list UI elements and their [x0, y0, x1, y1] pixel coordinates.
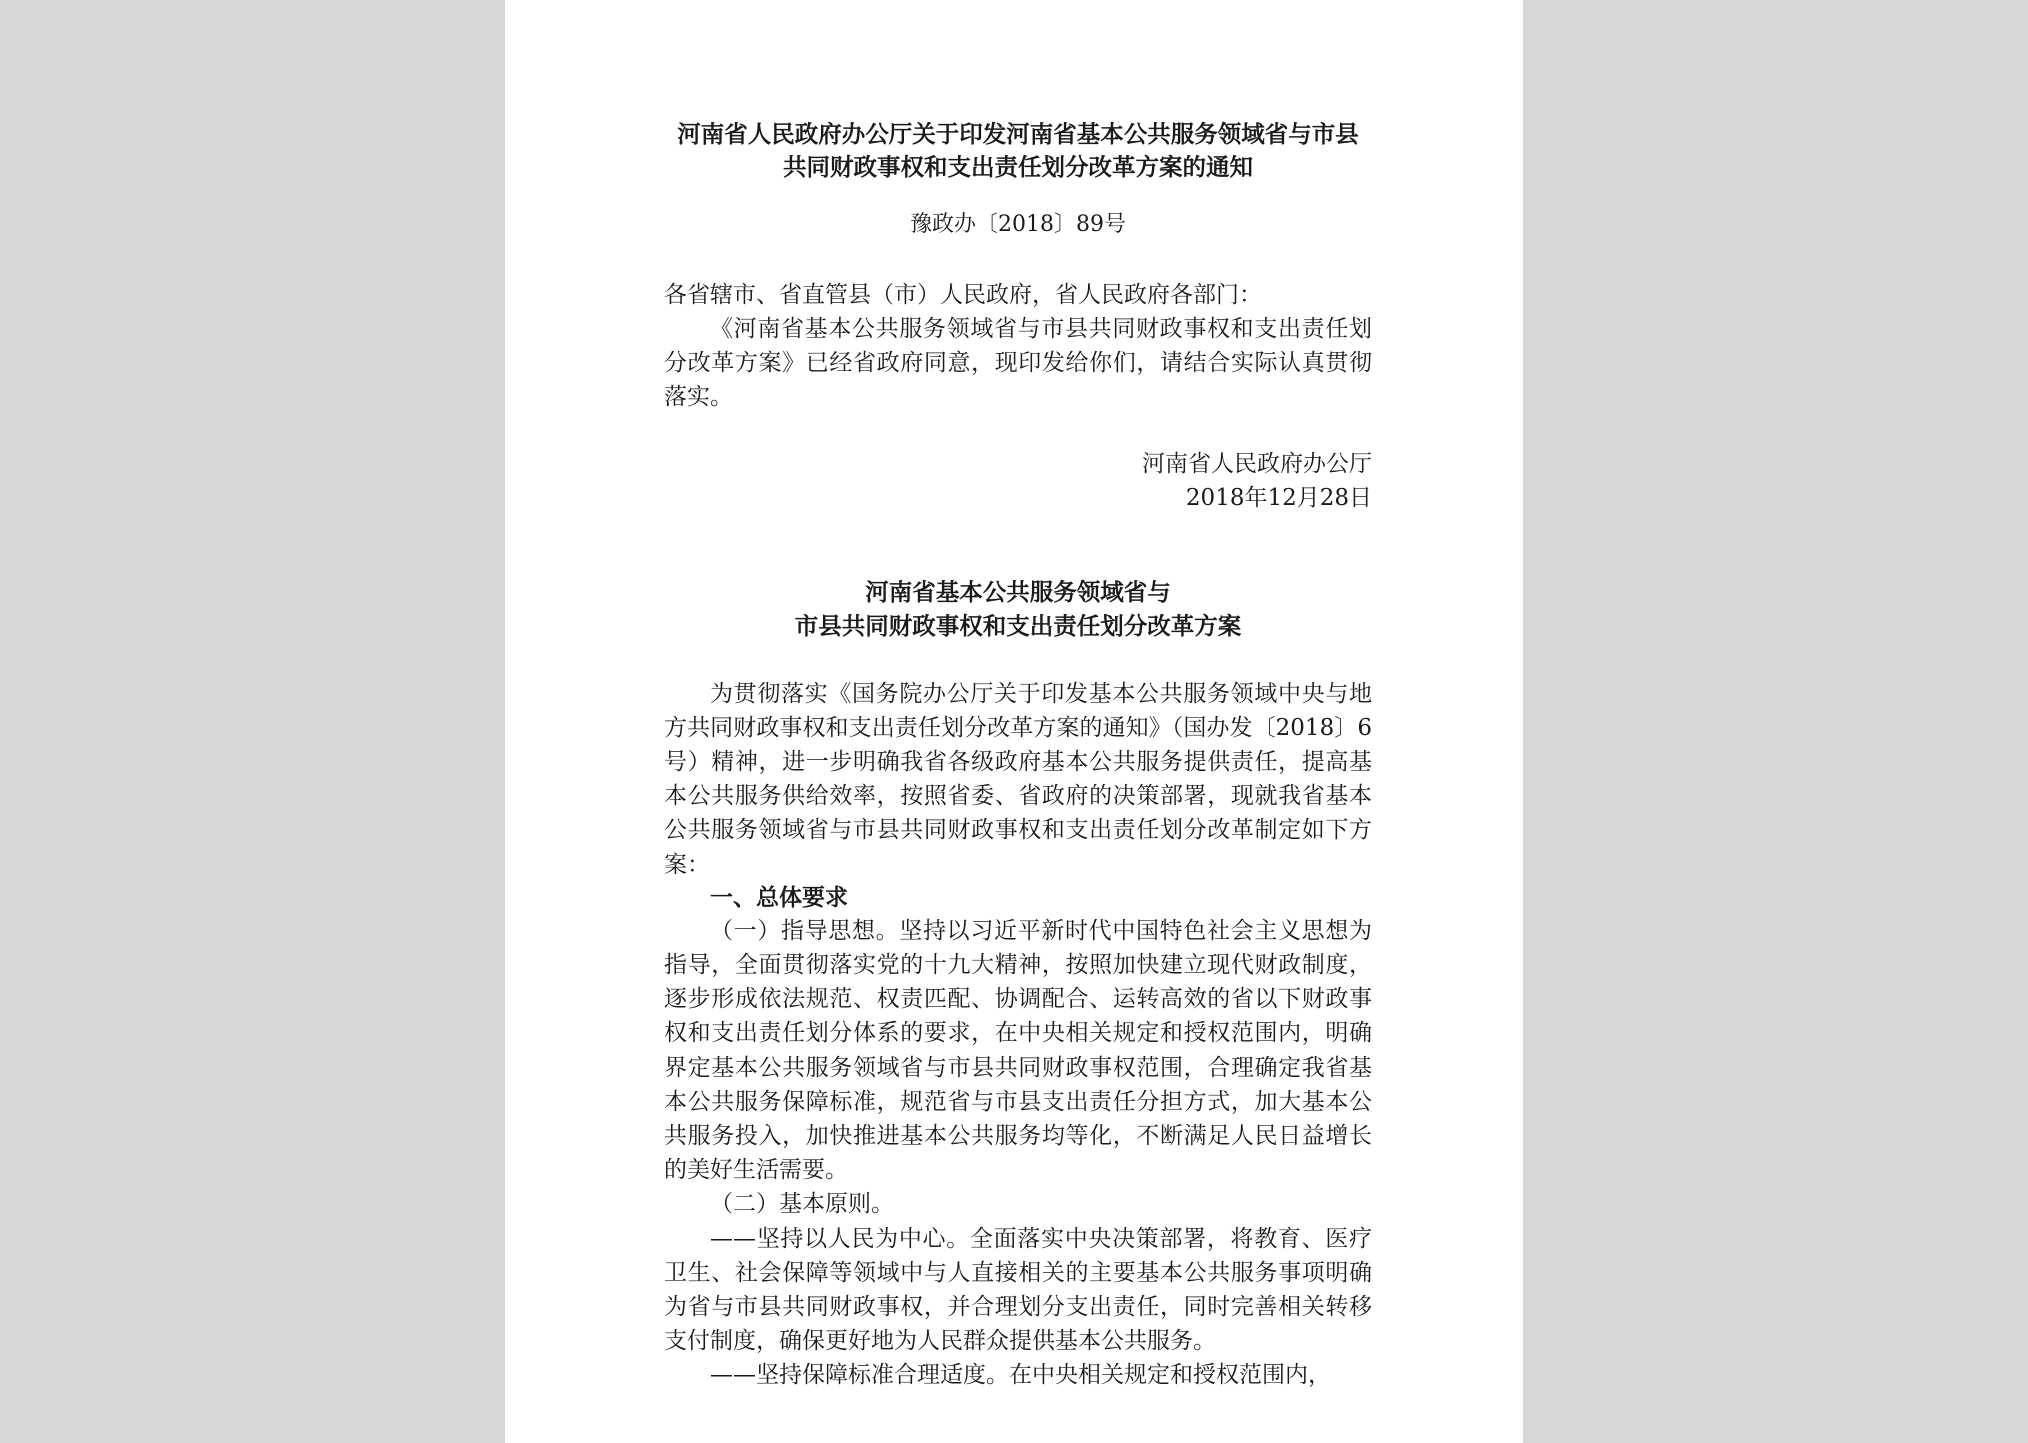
- plan-intro: 为贯彻落实《国务院办公厅关于印发基本公共服务领域中央与地方共同财政事权和支出责任划分改革方案的通知》（国办发〔2018〕6号）精神，进一步明确我省各级政府基本公共服务提供责任，提高基本公共服务供给效率，按照省委、省政府的决策部署，现就我省基本公共服务领域省与市县共同财政事权和支出责任划分改革制定如下方案：: [664, 680, 1372, 878]
- plan-title-line2: 市县共同财政事权和支出责任划分改革方案: [794, 611, 1242, 640]
- document-content: [664, 118, 1372, 1393]
- notice-title-line2: 共同财政事权和支出责任划分改革方案的通知: [783, 153, 1253, 181]
- principle-reasonable-standards: ——坚持保障标准合理适度。在中央相关规定和授权范围内，: [710, 1362, 1331, 1389]
- document-page: [505, 0, 1523, 1443]
- plan-title-line1: 河南省基本公共服务领域省与: [865, 577, 1171, 606]
- basic-principles-heading: （二）基本原则。: [710, 1191, 894, 1218]
- notice-body: 《河南省基本公共服务领域省与市县共同财政事权和支出责任划分改革方案》已经省政府同意，现印发给你们，请结合实际认真贯彻落实。: [664, 316, 1372, 411]
- issue-date: 2018年12月28日: [1185, 484, 1372, 511]
- plan-title: [664, 575, 1372, 643]
- plan-body: [664, 677, 1372, 1393]
- issuer-name: 河南省人民政府办公厅: [1142, 450, 1372, 477]
- notice-recipients: 各省辖市、省直管县（市）人民政府，省人民政府各部门：: [664, 282, 1262, 308]
- section-heading-general-requirements: 一、总体要求: [710, 883, 848, 911]
- guiding-thought-paragraph: （一）指导思想。坚持以习近平新时代中国特色社会主义思想为指导，全面贯彻落实党的十九大精神，按照加快建立现代财政制度，逐步形成依法规范、权责匹配、协调配合、运转高效的省以下财政事权和支出责任划分体系的要求，在中央相关规定和授权范围内，明确界定基本公共服务领域省与市县共同财政事权范围，合理确定我省基本公共服务保障标准，规范省与市县支出责任分担方式，加大基本公共服务投入，加快推进基本公共服务均等化，不断满足人民日益增长的美好生活需要。: [664, 917, 1372, 1184]
- notice-title: [664, 118, 1372, 184]
- notice-title-line1: 河南省人民政府办公厅关于印发河南省基本公共服务领域省与市县: [677, 120, 1359, 148]
- document-number: 豫政办〔2018〕89号: [910, 212, 1126, 237]
- principle-people-centered: ——坚持以人民为中心。全面落实中央决策部署，将教育、医疗卫生、社会保障等领域中与人直接相关的主要基本公共服务事项明确为省与市县共同财政事权，并合理划分支出责任，同时完善相关转移支付制度，确保更好地为人民群众提供基本公共服务。: [664, 1225, 1372, 1355]
- notice-signature: [664, 447, 1372, 515]
